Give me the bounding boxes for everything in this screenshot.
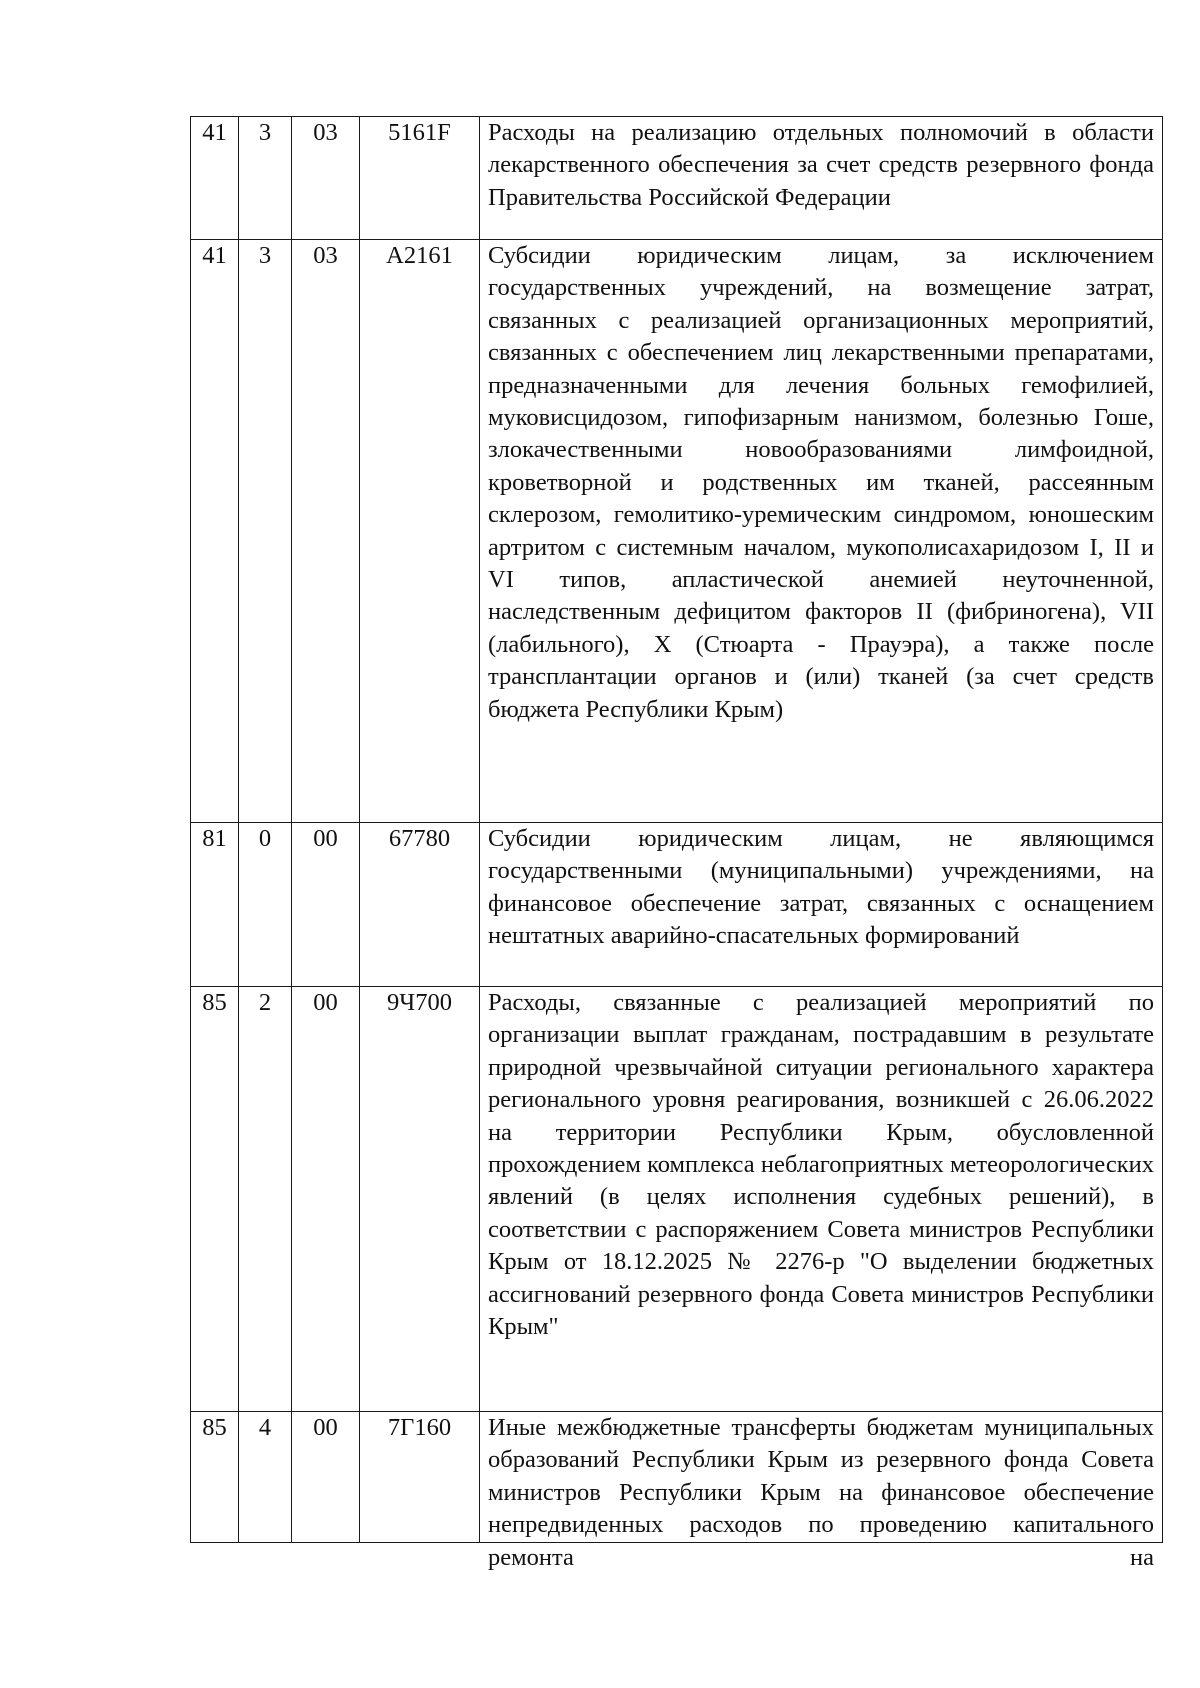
direction-code-cell: 67780 bbox=[360, 823, 480, 987]
direction-code-cell: 7Г160 bbox=[360, 1412, 480, 1543]
direction-code-cell: 9Ч700 bbox=[360, 987, 480, 1412]
direction-code-cell: 5161F bbox=[360, 117, 480, 240]
expense-description-text: Расходы на реализацию отдельных полномочий в области лекарственного обеспечения за счет средств резервного фонда Правительства Российской Федерации bbox=[488, 119, 1154, 211]
main-activity-code-cell: 00 bbox=[292, 987, 360, 1412]
table-row bbox=[191, 240, 1163, 823]
main-activity-code-cell: 00 bbox=[292, 1412, 360, 1543]
expense-description-cell bbox=[480, 987, 1163, 1412]
expense-description-text: Субсидии юридическим лицам, не являющимся государственными (муниципальными) учреждениями, на финансовое обеспечение затрат, связанных с оснащением нештатных аварийно-спасательных формирований bbox=[488, 825, 1154, 950]
expense-description-cell bbox=[480, 1412, 1163, 1571]
table-row bbox=[191, 823, 1163, 987]
program-code-cell: 85 bbox=[191, 1412, 239, 1543]
subprogram-code-cell: 4 bbox=[239, 1412, 292, 1543]
main-activity-code-cell: 03 bbox=[292, 240, 360, 823]
direction-code-cell: А2161 bbox=[360, 240, 480, 823]
expense-description-text: Субсидии юридическим лицам, за исключением государственных учреждений, на возмещение затрат, связанных с реализацией организационных мероприятий, связанных с обеспечением лиц лекарственными препаратами, предназначенными для лечения больных гемофилией, муковисцидозом, гипофизарным нанизмом, болезнью Гоше, злокачественными новообразованиями лимфоидной, кроветворной и родственных им тканей, рассеянным склерозом, гемолитико-уремическим синдромом, юношеским артритом с системным началом, мукополисахаридозом I, II и VI типов, апластической анемией неуточненной, наследственным дефицитом факторов II (фибриногена), VII (лабильного), X (Стюарта - Прауэра), а также после трансплантации органов и (или) тканей (за счет средств бюджета Республики Крым) bbox=[488, 242, 1154, 723]
main-activity-code-cell: 00 bbox=[292, 823, 360, 987]
table-row bbox=[191, 987, 1163, 1412]
program-code-cell: 41 bbox=[191, 117, 239, 240]
main-activity-code-cell: 03 bbox=[292, 117, 360, 240]
expense-description-cell bbox=[480, 240, 1163, 823]
expense-description-cell bbox=[480, 823, 1163, 987]
expense-description-cell bbox=[480, 117, 1163, 240]
budget-classification-table bbox=[190, 116, 1163, 1571]
subprogram-code-cell: 3 bbox=[239, 117, 292, 240]
expense-description-text: Иные межбюджетные трансферты бюджетам муниципальных образований Республики Крым из резервного фонда Совета министров Республики Крым на финансовое обеспечение непредвиденных расходов по проведению капитального ремонта на bbox=[488, 1414, 1154, 1571]
program-code-cell: 85 bbox=[191, 987, 239, 1412]
program-code-cell: 41 bbox=[191, 240, 239, 823]
subprogram-code-cell: 2 bbox=[239, 987, 292, 1412]
table-row bbox=[191, 117, 1163, 240]
subprogram-code-cell: 0 bbox=[239, 823, 292, 987]
program-code-cell: 81 bbox=[191, 823, 239, 987]
table-row bbox=[191, 1412, 1163, 1543]
subprogram-code-cell: 3 bbox=[239, 240, 292, 823]
expense-description-text: Расходы, связанные с реализацией мероприятий по организации выплат гражданам, пострадавшим в результате природной чрезвычайной ситуации регионального характера регионального уровня реагирования, возникшей с 26.06.2022 на территории Республики Крым, обусловленной прохождением комплекса неблагоприятных метеорологических явлений (в целях исполнения судебных решений), в соответствии с распоряжением Совета министров Республики Крым от 18.12.2025 № 2276-р "О выделении бюджетных ассигнований резервного фонда Совета министров Республики Крым" bbox=[488, 989, 1154, 1341]
